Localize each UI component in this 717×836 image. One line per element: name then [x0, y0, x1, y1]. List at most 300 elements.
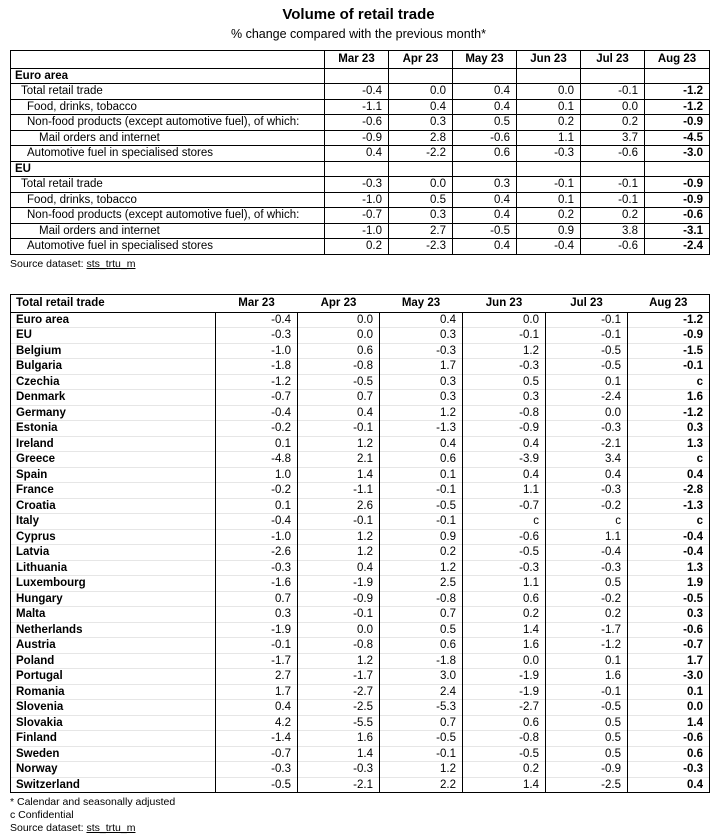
value-cell: 0.0	[628, 700, 710, 716]
value-cell: -0.1	[581, 84, 645, 100]
value-cell: 1.4	[628, 715, 710, 731]
value-cell: -1.9	[298, 576, 380, 592]
value-cell: 0.4	[389, 99, 453, 115]
value-cell: -0.9	[628, 328, 710, 344]
value-cell: 1.2	[298, 436, 380, 452]
value-cell: 0.3	[380, 328, 463, 344]
value-cell: -0.5	[216, 777, 298, 793]
value-cell: -0.3	[546, 483, 628, 499]
value-cell: -0.4	[628, 529, 710, 545]
row-label: Mail orders and internet	[11, 130, 325, 146]
value-cell: 0.0	[463, 312, 546, 328]
value-cell: 0.0	[581, 99, 645, 115]
source-dataset-link[interactable]: sts_trtu_m	[86, 258, 136, 270]
value-cell: -0.7	[216, 390, 298, 406]
value-cell: 0.3	[628, 421, 710, 437]
value-cell: 0.2	[581, 208, 645, 224]
country-label: Slovakia	[11, 715, 216, 731]
value-cell: 0.2	[517, 115, 581, 131]
value-cell: 1.4	[463, 622, 546, 638]
value-cell: 0.4	[298, 560, 380, 576]
table2-header-row	[11, 295, 710, 313]
value-cell: -4.5	[645, 130, 710, 146]
row-label: Automotive fuel in specialised stores	[11, 146, 325, 162]
value-cell: 0.6	[298, 343, 380, 359]
value-cell: 0.3	[216, 607, 298, 623]
country-label: Belgium	[11, 343, 216, 359]
value-cell: 0.2	[463, 607, 546, 623]
value-cell: 0.4	[463, 436, 546, 452]
value-cell: 0.4	[453, 239, 517, 255]
value-cell: -2.7	[298, 684, 380, 700]
table-row	[11, 192, 710, 208]
value-cell: 3.8	[581, 223, 645, 239]
value-cell: -1.0	[325, 223, 389, 239]
source-note-2	[10, 822, 135, 834]
value-cell: 0.3	[380, 374, 463, 390]
value-cell: 0.1	[216, 498, 298, 514]
table-row	[11, 130, 710, 146]
value-cell: -0.1	[216, 638, 298, 654]
value-cell: -1.0	[325, 192, 389, 208]
value-cell: c	[628, 374, 710, 390]
country-label: Sweden	[11, 746, 216, 762]
value-cell: 0.1	[517, 99, 581, 115]
value-cell: -0.3	[463, 359, 546, 375]
table-row	[11, 731, 710, 747]
value-cell: -2.1	[298, 777, 380, 793]
value-cell: -0.9	[645, 192, 710, 208]
table-row	[11, 84, 710, 100]
empty-cell	[645, 161, 710, 177]
value-cell: -5.5	[298, 715, 380, 731]
value-cell: 1.6	[628, 390, 710, 406]
value-cell: 0.5	[453, 115, 517, 131]
value-cell: 1.2	[298, 653, 380, 669]
table-row	[11, 514, 710, 530]
table1-month-header: Jul 23	[581, 51, 645, 69]
value-cell: -3.0	[645, 146, 710, 162]
value-cell: 0.5	[463, 374, 546, 390]
country-label: Malta	[11, 607, 216, 623]
value-cell: -0.5	[453, 223, 517, 239]
table-row	[11, 591, 710, 607]
value-cell: 2.8	[389, 130, 453, 146]
value-cell: -0.8	[463, 405, 546, 421]
value-cell: 1.1	[463, 576, 546, 592]
table-row	[11, 467, 710, 483]
empty-cell	[517, 161, 581, 177]
value-cell: -1.2	[645, 99, 710, 115]
country-label: Bulgaria	[11, 359, 216, 375]
value-cell: 0.3	[628, 607, 710, 623]
value-cell: 0.6	[463, 591, 546, 607]
table1-header-row	[11, 51, 710, 69]
value-cell: -0.8	[298, 359, 380, 375]
value-cell: -0.2	[216, 483, 298, 499]
empty-cell	[581, 161, 645, 177]
value-cell: -1.6	[216, 576, 298, 592]
value-cell: -1.2	[628, 405, 710, 421]
value-cell: -0.9	[298, 591, 380, 607]
row-label: Total retail trade	[11, 177, 325, 193]
value-cell: 1.7	[216, 684, 298, 700]
table-row	[11, 498, 710, 514]
table1-month-header: Apr 23	[389, 51, 453, 69]
value-cell: 0.6	[463, 715, 546, 731]
value-cell: 0.0	[463, 653, 546, 669]
country-label: Portugal	[11, 669, 216, 685]
value-cell: -0.1	[628, 359, 710, 375]
value-cell: 0.1	[380, 467, 463, 483]
value-cell: 0.4	[453, 208, 517, 224]
value-cell: -1.2	[546, 638, 628, 654]
value-cell: -0.5	[546, 359, 628, 375]
table-row	[11, 607, 710, 623]
value-cell: -1.3	[628, 498, 710, 514]
empty-cell	[389, 161, 453, 177]
value-cell: 0.1	[546, 374, 628, 390]
table-row	[11, 638, 710, 654]
value-cell: -0.6	[325, 115, 389, 131]
value-cell: 1.1	[546, 529, 628, 545]
country-label: Cyprus	[11, 529, 216, 545]
value-cell: -0.6	[581, 239, 645, 255]
value-cell: 0.9	[517, 223, 581, 239]
value-cell: 0.1	[517, 192, 581, 208]
value-cell: -0.5	[463, 545, 546, 561]
value-cell: 1.3	[628, 436, 710, 452]
value-cell: 1.2	[298, 545, 380, 561]
table-row	[11, 239, 710, 255]
value-cell: 2.1	[298, 452, 380, 468]
value-cell: -1.0	[216, 529, 298, 545]
value-cell: -0.5	[463, 746, 546, 762]
row-label: Automotive fuel in specialised stores	[11, 239, 325, 255]
value-cell: 0.7	[298, 390, 380, 406]
country-label: Luxembourg	[11, 576, 216, 592]
value-cell: 1.2	[298, 529, 380, 545]
value-cell: -0.8	[298, 638, 380, 654]
value-cell: 2.4	[380, 684, 463, 700]
country-label: Ireland	[11, 436, 216, 452]
value-cell: 0.0	[389, 177, 453, 193]
value-cell: 0.5	[546, 715, 628, 731]
empty-cell	[325, 68, 389, 84]
country-label: Croatia	[11, 498, 216, 514]
value-cell: 0.5	[546, 746, 628, 762]
value-cell: -2.3	[389, 239, 453, 255]
country-label: Slovenia	[11, 700, 216, 716]
value-cell: 2.2	[380, 777, 463, 793]
table2-month-header: Mar 23	[216, 295, 298, 313]
table1-corner-cell	[11, 51, 325, 69]
table-row	[11, 115, 710, 131]
value-cell: -0.4	[517, 239, 581, 255]
value-cell: -1.5	[628, 343, 710, 359]
value-cell: -0.3	[216, 560, 298, 576]
table-row	[11, 208, 710, 224]
table-row	[11, 436, 710, 452]
value-cell: -0.1	[546, 328, 628, 344]
value-cell: -0.3	[216, 762, 298, 778]
value-cell: -1.4	[216, 731, 298, 747]
empty-cell	[517, 68, 581, 84]
value-cell: 0.9	[380, 529, 463, 545]
value-cell: 1.7	[380, 359, 463, 375]
value-cell: 0.2	[463, 762, 546, 778]
value-cell: -2.4	[645, 239, 710, 255]
section-header-row	[11, 161, 710, 177]
value-cell: -0.3	[463, 560, 546, 576]
empty-cell	[581, 68, 645, 84]
value-cell: -1.8	[380, 653, 463, 669]
value-cell: -1.2	[645, 84, 710, 100]
value-cell: -0.3	[546, 421, 628, 437]
country-label: Poland	[11, 653, 216, 669]
value-cell: 1.1	[463, 483, 546, 499]
footnote-confidential: c Confidential	[10, 809, 74, 821]
table2-body	[11, 312, 710, 793]
value-cell: -0.2	[546, 591, 628, 607]
value-cell: -1.2	[628, 312, 710, 328]
country-label: Hungary	[11, 591, 216, 607]
country-label: Germany	[11, 405, 216, 421]
value-cell: 1.6	[463, 638, 546, 654]
source-dataset-link[interactable]: sts_trtu_m	[86, 822, 136, 834]
empty-cell	[389, 68, 453, 84]
value-cell: -1.3	[380, 421, 463, 437]
value-cell: 0.7	[380, 607, 463, 623]
value-cell: 2.7	[216, 669, 298, 685]
table-row	[11, 223, 710, 239]
value-cell: -2.5	[546, 777, 628, 793]
value-cell: -1.2	[216, 374, 298, 390]
value-cell: -0.9	[325, 130, 389, 146]
table-row	[11, 177, 710, 193]
table-row	[11, 312, 710, 328]
value-cell: -0.6	[628, 731, 710, 747]
value-cell: -0.9	[463, 421, 546, 437]
value-cell: 0.5	[546, 731, 628, 747]
value-cell: -0.5	[546, 700, 628, 716]
value-cell: c	[546, 514, 628, 530]
value-cell: -0.2	[546, 498, 628, 514]
retail-trade-aggregates-table	[10, 50, 710, 255]
value-cell: 1.6	[546, 669, 628, 685]
value-cell: -2.4	[546, 390, 628, 406]
value-cell: -0.4	[216, 312, 298, 328]
row-label: Non-food products (except automotive fuel), of which:	[11, 208, 325, 224]
country-label: Norway	[11, 762, 216, 778]
value-cell: 0.3	[453, 177, 517, 193]
value-cell: 0.6	[453, 146, 517, 162]
value-cell: 0.0	[517, 84, 581, 100]
table-row	[11, 359, 710, 375]
value-cell: 1.4	[463, 777, 546, 793]
value-cell: -2.8	[628, 483, 710, 499]
table-row	[11, 343, 710, 359]
value-cell: 1.2	[380, 405, 463, 421]
empty-cell	[453, 68, 517, 84]
value-cell: 0.4	[463, 467, 546, 483]
value-cell: -2.6	[216, 545, 298, 561]
value-cell: -0.6	[628, 622, 710, 638]
value-cell: -0.9	[645, 115, 710, 131]
value-cell: 0.1	[216, 436, 298, 452]
value-cell: -0.4	[628, 545, 710, 561]
value-cell: 1.9	[628, 576, 710, 592]
table-row	[11, 390, 710, 406]
value-cell: -1.7	[546, 622, 628, 638]
value-cell: -0.1	[380, 746, 463, 762]
value-cell: -0.4	[546, 545, 628, 561]
value-cell: -0.7	[463, 498, 546, 514]
table-row	[11, 545, 710, 561]
country-label: Czechia	[11, 374, 216, 390]
section-header-row	[11, 68, 710, 84]
table2-month-header: Aug 23	[628, 295, 710, 313]
table-row	[11, 684, 710, 700]
value-cell: 1.4	[298, 467, 380, 483]
value-cell: -0.9	[645, 177, 710, 193]
value-cell: -0.1	[298, 514, 380, 530]
table-row	[11, 746, 710, 762]
table-row	[11, 669, 710, 685]
value-cell: -0.7	[325, 208, 389, 224]
value-cell: -0.1	[517, 177, 581, 193]
value-cell: -0.1	[581, 192, 645, 208]
value-cell: 0.0	[389, 84, 453, 100]
value-cell: -0.6	[645, 208, 710, 224]
value-cell: 0.6	[380, 638, 463, 654]
value-cell: -1.9	[463, 669, 546, 685]
table-row	[11, 622, 710, 638]
row-label: Mail orders and internet	[11, 223, 325, 239]
table1-month-header: Aug 23	[645, 51, 710, 69]
value-cell: -1.1	[325, 99, 389, 115]
value-cell: -1.9	[216, 622, 298, 638]
value-cell: 1.3	[628, 560, 710, 576]
table1-body	[11, 68, 710, 254]
country-label: Greece	[11, 452, 216, 468]
value-cell: -0.7	[216, 746, 298, 762]
table1-month-header: Jun 23	[517, 51, 581, 69]
value-cell: 0.0	[546, 405, 628, 421]
value-cell: 0.0	[298, 328, 380, 344]
value-cell: 0.4	[216, 700, 298, 716]
country-label: Estonia	[11, 421, 216, 437]
value-cell: 0.4	[453, 99, 517, 115]
value-cell: -0.6	[453, 130, 517, 146]
value-cell: -1.8	[216, 359, 298, 375]
country-label: Spain	[11, 467, 216, 483]
value-cell: 0.3	[389, 208, 453, 224]
empty-cell	[325, 161, 389, 177]
country-label: Latvia	[11, 545, 216, 561]
country-label: Austria	[11, 638, 216, 654]
value-cell: 0.3	[463, 390, 546, 406]
value-cell: -1.9	[463, 684, 546, 700]
value-cell: -0.8	[380, 591, 463, 607]
value-cell: 3.0	[380, 669, 463, 685]
country-label: Lithuania	[11, 560, 216, 576]
value-cell: 0.2	[581, 115, 645, 131]
page-title: Volume of retail trade	[282, 6, 435, 23]
table2-month-header: Jun 23	[463, 295, 546, 313]
value-cell: -0.3	[216, 328, 298, 344]
table-row	[11, 99, 710, 115]
value-cell: 0.0	[298, 622, 380, 638]
value-cell: 0.0	[298, 312, 380, 328]
value-cell: -2.5	[298, 700, 380, 716]
value-cell: 0.3	[380, 390, 463, 406]
value-cell: 1.1	[517, 130, 581, 146]
value-cell: -0.5	[546, 343, 628, 359]
value-cell: 0.4	[628, 467, 710, 483]
value-cell: -0.6	[581, 146, 645, 162]
value-cell: -3.1	[645, 223, 710, 239]
value-cell: -0.5	[298, 374, 380, 390]
value-cell: 3.7	[581, 130, 645, 146]
value-cell: 0.7	[216, 591, 298, 607]
value-cell: -0.1	[298, 607, 380, 623]
table2-month-header: May 23	[380, 295, 463, 313]
table-row	[11, 405, 710, 421]
value-cell: -0.4	[216, 405, 298, 421]
value-cell: -0.1	[581, 177, 645, 193]
value-cell: -0.5	[380, 731, 463, 747]
country-label: Euro area	[11, 312, 216, 328]
page-subtitle: % change compared with the previous month*	[230, 27, 486, 41]
row-label: Food, drinks, tobacco	[11, 99, 325, 115]
value-cell: -5.3	[380, 700, 463, 716]
value-cell: 0.5	[389, 192, 453, 208]
value-cell: -0.5	[380, 498, 463, 514]
value-cell: 0.1	[546, 653, 628, 669]
table-row	[11, 700, 710, 716]
value-cell: 0.5	[546, 576, 628, 592]
country-label: Denmark	[11, 390, 216, 406]
value-cell: -0.3	[380, 343, 463, 359]
value-cell: 2.6	[298, 498, 380, 514]
row-label: Food, drinks, tobacco	[11, 192, 325, 208]
table-row	[11, 529, 710, 545]
table2-header-label: Total retail trade	[11, 295, 216, 313]
value-cell: 1.2	[463, 343, 546, 359]
value-cell: 2.7	[389, 223, 453, 239]
value-cell: -0.3	[298, 762, 380, 778]
value-cell: -3.0	[628, 669, 710, 685]
value-cell: 0.4	[325, 146, 389, 162]
table-row	[11, 421, 710, 437]
value-cell: 0.4	[453, 192, 517, 208]
table1-month-header: May 23	[453, 51, 517, 69]
table-row	[11, 452, 710, 468]
retail-trade-by-country-table	[10, 294, 710, 793]
table1-month-header: Mar 23	[325, 51, 389, 69]
value-cell: 0.3	[389, 115, 453, 131]
value-cell: 1.7	[628, 653, 710, 669]
value-cell: -0.2	[216, 421, 298, 437]
row-label: Total retail trade	[11, 84, 325, 100]
value-cell: -0.6	[463, 529, 546, 545]
value-cell: -1.0	[216, 343, 298, 359]
value-cell: -0.1	[546, 312, 628, 328]
table2-month-header: Apr 23	[298, 295, 380, 313]
value-cell: -1.7	[216, 653, 298, 669]
value-cell: -2.2	[389, 146, 453, 162]
